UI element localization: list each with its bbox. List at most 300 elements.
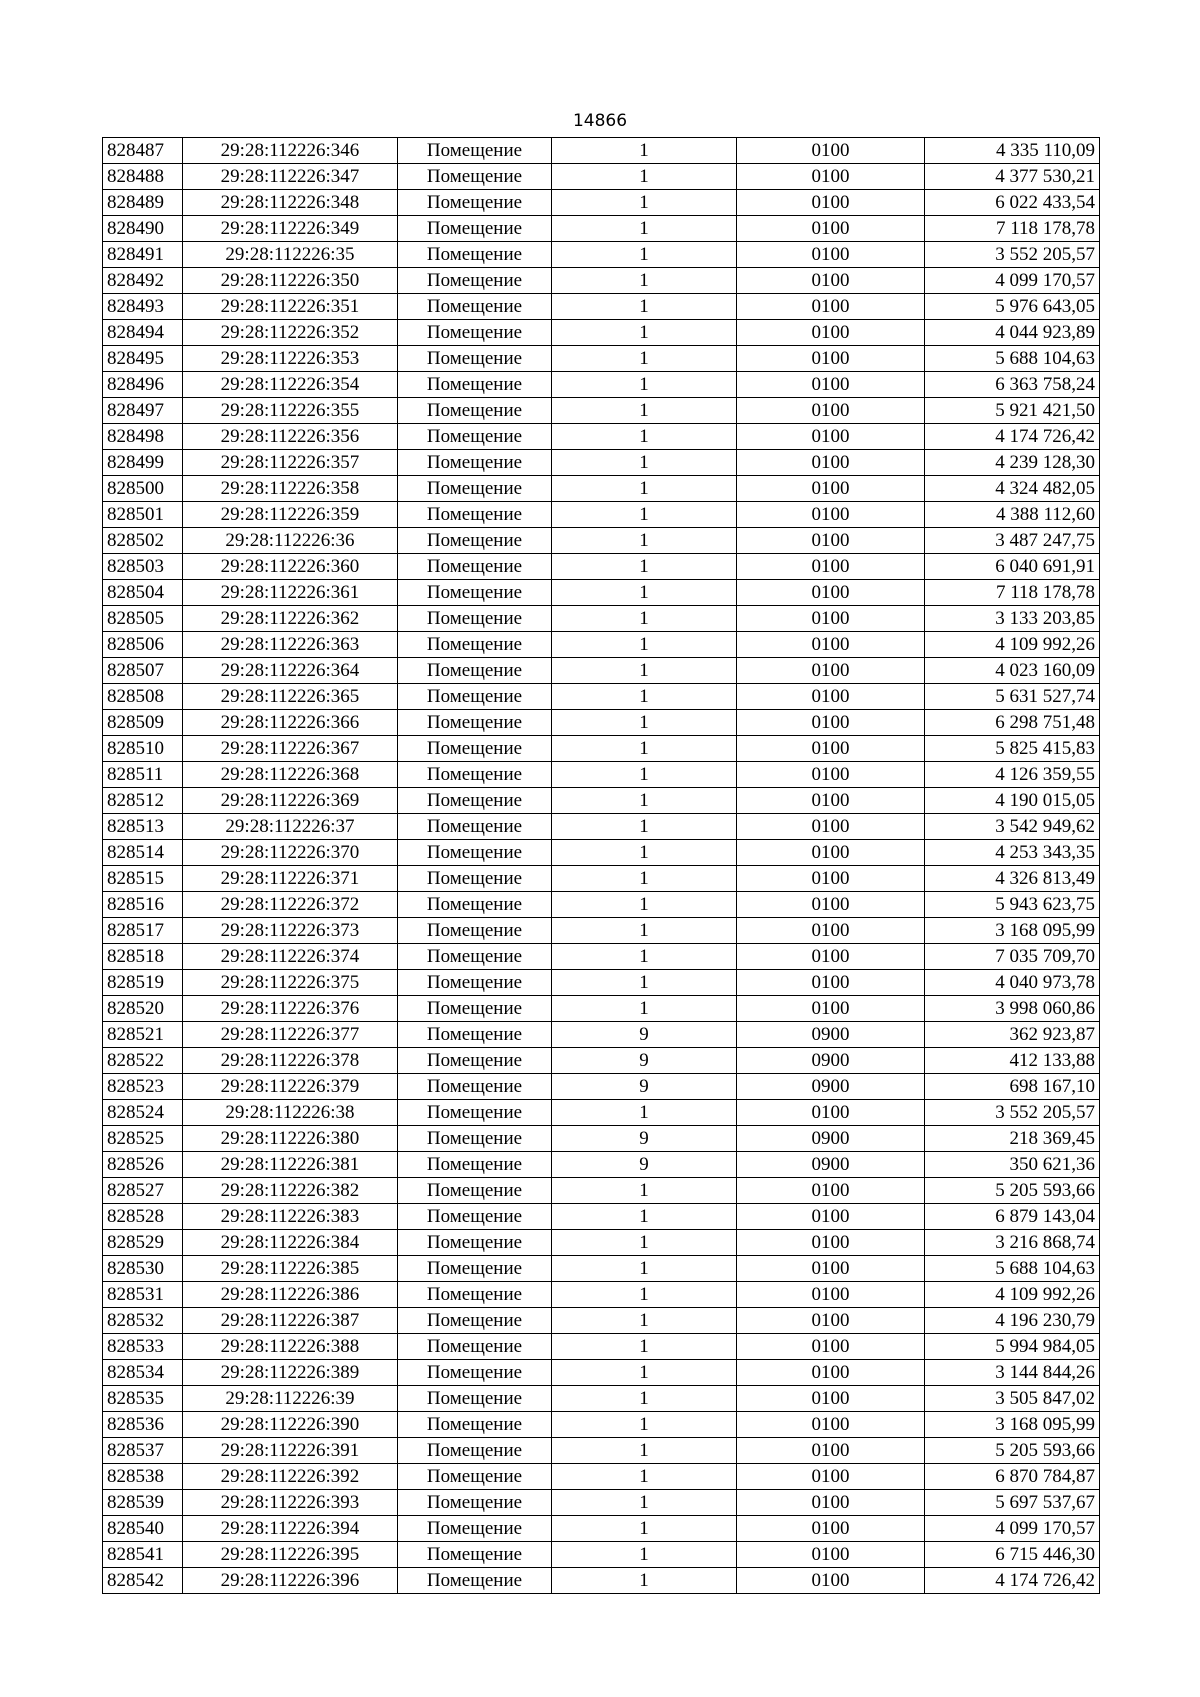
row-number-cell: 828519 <box>103 970 183 996</box>
code-cell: 1 <box>552 138 737 164</box>
code-cell: 9 <box>552 1022 737 1048</box>
cadastral-number-cell: 29:28:112226:363 <box>183 632 398 658</box>
code-cell: 1 <box>552 346 737 372</box>
class-code-cell: 0100 <box>737 502 925 528</box>
object-type-cell: Помещение <box>398 684 552 710</box>
table-row <box>103 1230 1100 1256</box>
cadastral-number-cell: 29:28:112226:375 <box>183 970 398 996</box>
code-cell: 1 <box>552 1100 737 1126</box>
row-number-cell: 828512 <box>103 788 183 814</box>
cadastral-number-cell: 29:28:112226:374 <box>183 944 398 970</box>
cadastral-number-cell: 29:28:112226:364 <box>183 658 398 684</box>
table-row <box>103 762 1100 788</box>
cadastral-value-cell: 4 044 923,89 <box>925 320 1100 346</box>
row-number-cell: 828531 <box>103 1282 183 1308</box>
cadastral-value-cell: 3 216 868,74 <box>925 1230 1100 1256</box>
object-type-cell: Помещение <box>398 918 552 944</box>
object-type-cell: Помещение <box>398 1334 552 1360</box>
object-type-cell: Помещение <box>398 788 552 814</box>
code-cell: 1 <box>552 840 737 866</box>
table-row <box>103 632 1100 658</box>
cadastral-number-cell: 29:28:112226:373 <box>183 918 398 944</box>
cadastral-value-cell: 4 099 170,57 <box>925 268 1100 294</box>
code-cell: 1 <box>552 658 737 684</box>
row-number-cell: 828530 <box>103 1256 183 1282</box>
registry-table-body <box>103 138 1100 1594</box>
code-cell: 1 <box>552 1412 737 1438</box>
row-number-cell: 828487 <box>103 138 183 164</box>
code-cell: 1 <box>552 1542 737 1568</box>
cadastral-number-cell: 29:28:112226:378 <box>183 1048 398 1074</box>
class-code-cell: 0100 <box>737 528 925 554</box>
code-cell: 9 <box>552 1152 737 1178</box>
class-code-cell: 0100 <box>737 1360 925 1386</box>
object-type-cell: Помещение <box>398 1204 552 1230</box>
code-cell: 9 <box>552 1048 737 1074</box>
cadastral-value-cell: 7 118 178,78 <box>925 580 1100 606</box>
object-type-cell: Помещение <box>398 320 552 346</box>
row-number-cell: 828517 <box>103 918 183 944</box>
object-type-cell: Помещение <box>398 710 552 736</box>
class-code-cell: 0100 <box>737 1178 925 1204</box>
table-row <box>103 528 1100 554</box>
cadastral-value-cell: 5 205 593,66 <box>925 1178 1100 1204</box>
class-code-cell: 0100 <box>737 1516 925 1542</box>
cadastral-value-cell: 4 126 359,55 <box>925 762 1100 788</box>
class-code-cell: 0100 <box>737 1438 925 1464</box>
row-number-cell: 828529 <box>103 1230 183 1256</box>
object-type-cell: Помещение <box>398 736 552 762</box>
object-type-cell: Помещение <box>398 190 552 216</box>
row-number-cell: 828526 <box>103 1152 183 1178</box>
row-number-cell: 828505 <box>103 606 183 632</box>
object-type-cell: Помещение <box>398 944 552 970</box>
class-code-cell: 0100 <box>737 762 925 788</box>
cadastral-value-cell: 4 023 160,09 <box>925 658 1100 684</box>
cadastral-value-cell: 4 239 128,30 <box>925 450 1100 476</box>
row-number-cell: 828495 <box>103 346 183 372</box>
code-cell: 1 <box>552 320 737 346</box>
class-code-cell: 0100 <box>737 476 925 502</box>
class-code-cell: 0100 <box>737 372 925 398</box>
row-number-cell: 828501 <box>103 502 183 528</box>
row-number-cell: 828514 <box>103 840 183 866</box>
row-number-cell: 828525 <box>103 1126 183 1152</box>
cadastral-number-cell: 29:28:112226:355 <box>183 398 398 424</box>
class-code-cell: 0100 <box>737 1542 925 1568</box>
class-code-cell: 0100 <box>737 710 925 736</box>
table-row <box>103 606 1100 632</box>
class-code-cell: 0100 <box>737 632 925 658</box>
table-row <box>103 450 1100 476</box>
table-row <box>103 1256 1100 1282</box>
row-number-cell: 828535 <box>103 1386 183 1412</box>
code-cell: 1 <box>552 788 737 814</box>
class-code-cell: 0100 <box>737 840 925 866</box>
table-row <box>103 970 1100 996</box>
object-type-cell: Помещение <box>398 1464 552 1490</box>
class-code-cell: 0100 <box>737 268 925 294</box>
row-number-cell: 828534 <box>103 1360 183 1386</box>
cadastral-number-cell: 29:28:112226:361 <box>183 580 398 606</box>
cadastral-value-cell: 350 621,36 <box>925 1152 1100 1178</box>
row-number-cell: 828507 <box>103 658 183 684</box>
cadastral-number-cell: 29:28:112226:35 <box>183 242 398 268</box>
cadastral-number-cell: 29:28:112226:371 <box>183 866 398 892</box>
cadastral-value-cell: 4 324 482,05 <box>925 476 1100 502</box>
class-code-cell: 0100 <box>737 1386 925 1412</box>
row-number-cell: 828537 <box>103 1438 183 1464</box>
cadastral-value-cell: 4 196 230,79 <box>925 1308 1100 1334</box>
cadastral-number-cell: 29:28:112226:348 <box>183 190 398 216</box>
cadastral-value-cell: 5 943 623,75 <box>925 892 1100 918</box>
table-row <box>103 242 1100 268</box>
object-type-cell: Помещение <box>398 892 552 918</box>
table-row <box>103 424 1100 450</box>
cadastral-value-cell: 5 825 415,83 <box>925 736 1100 762</box>
cadastral-value-cell: 6 715 446,30 <box>925 1542 1100 1568</box>
row-number-cell: 828541 <box>103 1542 183 1568</box>
class-code-cell: 0100 <box>737 918 925 944</box>
object-type-cell: Помещение <box>398 138 552 164</box>
row-number-cell: 828510 <box>103 736 183 762</box>
cadastral-value-cell: 362 923,87 <box>925 1022 1100 1048</box>
table-row <box>103 892 1100 918</box>
row-number-cell: 828488 <box>103 164 183 190</box>
cadastral-value-cell: 7 118 178,78 <box>925 216 1100 242</box>
table-row <box>103 1282 1100 1308</box>
cadastral-value-cell: 5 688 104,63 <box>925 346 1100 372</box>
code-cell: 1 <box>552 164 737 190</box>
object-type-cell: Помещение <box>398 970 552 996</box>
object-type-cell: Помещение <box>398 606 552 632</box>
cadastral-value-cell: 4 253 343,35 <box>925 840 1100 866</box>
cadastral-number-cell: 29:28:112226:349 <box>183 216 398 242</box>
class-code-cell: 0100 <box>737 736 925 762</box>
table-row <box>103 320 1100 346</box>
table-row <box>103 918 1100 944</box>
cadastral-value-cell: 6 022 433,54 <box>925 190 1100 216</box>
object-type-cell: Помещение <box>398 1542 552 1568</box>
row-number-cell: 828493 <box>103 294 183 320</box>
object-type-cell: Помещение <box>398 1516 552 1542</box>
cadastral-value-cell: 3 133 203,85 <box>925 606 1100 632</box>
cadastral-number-cell: 29:28:112226:391 <box>183 1438 398 1464</box>
cadastral-number-cell: 29:28:112226:376 <box>183 996 398 1022</box>
object-type-cell: Помещение <box>398 840 552 866</box>
code-cell: 1 <box>552 1308 737 1334</box>
code-cell: 1 <box>552 684 737 710</box>
row-number-cell: 828521 <box>103 1022 183 1048</box>
code-cell: 9 <box>552 1126 737 1152</box>
object-type-cell: Помещение <box>398 1152 552 1178</box>
cadastral-number-cell: 29:28:112226:380 <box>183 1126 398 1152</box>
cadastral-number-cell: 29:28:112226:388 <box>183 1334 398 1360</box>
cadastral-number-cell: 29:28:112226:360 <box>183 554 398 580</box>
code-cell: 1 <box>552 866 737 892</box>
code-cell: 1 <box>552 1386 737 1412</box>
class-code-cell: 0100 <box>737 320 925 346</box>
row-number-cell: 828490 <box>103 216 183 242</box>
table-row <box>103 1126 1100 1152</box>
cadastral-number-cell: 29:28:112226:352 <box>183 320 398 346</box>
page-number: 14866 <box>572 111 628 131</box>
cadastral-number-cell: 29:28:112226:386 <box>183 1282 398 1308</box>
class-code-cell: 0100 <box>737 1334 925 1360</box>
table-row <box>103 840 1100 866</box>
class-code-cell: 0100 <box>737 658 925 684</box>
cadastral-number-cell: 29:28:112226:39 <box>183 1386 398 1412</box>
cadastral-value-cell: 6 879 143,04 <box>925 1204 1100 1230</box>
table-row <box>103 1542 1100 1568</box>
code-cell: 1 <box>552 632 737 658</box>
class-code-cell: 0900 <box>737 1126 925 1152</box>
cadastral-number-cell: 29:28:112226:359 <box>183 502 398 528</box>
table-row <box>103 684 1100 710</box>
table-row <box>103 736 1100 762</box>
class-code-cell: 0900 <box>737 1074 925 1100</box>
cadastral-value-cell: 3 998 060,86 <box>925 996 1100 1022</box>
class-code-cell: 0100 <box>737 788 925 814</box>
class-code-cell: 0100 <box>737 580 925 606</box>
cadastral-number-cell: 29:28:112226:393 <box>183 1490 398 1516</box>
code-cell: 1 <box>552 554 737 580</box>
cadastral-value-cell: 4 377 530,21 <box>925 164 1100 190</box>
code-cell: 1 <box>552 736 737 762</box>
cadastral-number-cell: 29:28:112226:350 <box>183 268 398 294</box>
code-cell: 1 <box>552 1334 737 1360</box>
object-type-cell: Помещение <box>398 554 552 580</box>
cadastral-value-cell: 6 870 784,87 <box>925 1464 1100 1490</box>
class-code-cell: 0100 <box>737 398 925 424</box>
class-code-cell: 0100 <box>737 814 925 840</box>
class-code-cell: 0900 <box>737 1022 925 1048</box>
row-number-cell: 828503 <box>103 554 183 580</box>
cadastral-number-cell: 29:28:112226:368 <box>183 762 398 788</box>
cadastral-value-cell: 4 174 726,42 <box>925 424 1100 450</box>
table-row <box>103 294 1100 320</box>
registry-table <box>102 137 1100 1594</box>
cadastral-number-cell: 29:28:112226:38 <box>183 1100 398 1126</box>
cadastral-number-cell: 29:28:112226:353 <box>183 346 398 372</box>
cadastral-number-cell: 29:28:112226:365 <box>183 684 398 710</box>
row-number-cell: 828523 <box>103 1074 183 1100</box>
row-number-cell: 828527 <box>103 1178 183 1204</box>
class-code-cell: 0100 <box>737 346 925 372</box>
cadastral-number-cell: 29:28:112226:358 <box>183 476 398 502</box>
object-type-cell: Помещение <box>398 268 552 294</box>
row-number-cell: 828513 <box>103 814 183 840</box>
object-type-cell: Помещение <box>398 502 552 528</box>
object-type-cell: Помещение <box>398 1360 552 1386</box>
row-number-cell: 828518 <box>103 944 183 970</box>
row-number-cell: 828496 <box>103 372 183 398</box>
object-type-cell: Помещение <box>398 1100 552 1126</box>
cadastral-value-cell: 4 174 726,42 <box>925 1568 1100 1594</box>
code-cell: 1 <box>552 892 737 918</box>
class-code-cell: 0100 <box>737 1490 925 1516</box>
row-number-cell: 828540 <box>103 1516 183 1542</box>
object-type-cell: Помещение <box>398 996 552 1022</box>
table-row <box>103 502 1100 528</box>
code-cell: 1 <box>552 476 737 502</box>
object-type-cell: Помещение <box>398 1178 552 1204</box>
code-cell: 1 <box>552 1490 737 1516</box>
row-number-cell: 828538 <box>103 1464 183 1490</box>
object-type-cell: Помещение <box>398 658 552 684</box>
table-row <box>103 216 1100 242</box>
code-cell: 1 <box>552 1360 737 1386</box>
row-number-cell: 828542 <box>103 1568 183 1594</box>
table-row <box>103 1386 1100 1412</box>
class-code-cell: 0100 <box>737 606 925 632</box>
class-code-cell: 0100 <box>737 190 925 216</box>
class-code-cell: 0100 <box>737 424 925 450</box>
code-cell: 1 <box>552 710 737 736</box>
code-cell: 1 <box>552 1178 737 1204</box>
object-type-cell: Помещение <box>398 1126 552 1152</box>
object-type-cell: Помещение <box>398 762 552 788</box>
table-row <box>103 710 1100 736</box>
cadastral-value-cell: 4 109 992,26 <box>925 1282 1100 1308</box>
class-code-cell: 0100 <box>737 1100 925 1126</box>
table-row <box>103 476 1100 502</box>
cadastral-number-cell: 29:28:112226:351 <box>183 294 398 320</box>
code-cell: 1 <box>552 294 737 320</box>
cadastral-value-cell: 4 099 170,57 <box>925 1516 1100 1542</box>
code-cell: 1 <box>552 1256 737 1282</box>
cadastral-number-cell: 29:28:112226:381 <box>183 1152 398 1178</box>
cadastral-value-cell: 3 505 847,02 <box>925 1386 1100 1412</box>
class-code-cell: 0100 <box>737 944 925 970</box>
table-row <box>103 138 1100 164</box>
row-number-cell: 828515 <box>103 866 183 892</box>
cadastral-number-cell: 29:28:112226:392 <box>183 1464 398 1490</box>
cadastral-value-cell: 5 976 643,05 <box>925 294 1100 320</box>
row-number-cell: 828533 <box>103 1334 183 1360</box>
code-cell: 1 <box>552 606 737 632</box>
table-row <box>103 190 1100 216</box>
cadastral-value-cell: 4 109 992,26 <box>925 632 1100 658</box>
row-number-cell: 828492 <box>103 268 183 294</box>
object-type-cell: Помещение <box>398 1412 552 1438</box>
table-row <box>103 1464 1100 1490</box>
code-cell: 1 <box>552 424 737 450</box>
row-number-cell: 828511 <box>103 762 183 788</box>
object-type-cell: Помещение <box>398 580 552 606</box>
table-row <box>103 1308 1100 1334</box>
cadastral-number-cell: 29:28:112226:357 <box>183 450 398 476</box>
code-cell: 9 <box>552 1074 737 1100</box>
row-number-cell: 828516 <box>103 892 183 918</box>
object-type-cell: Помещение <box>398 866 552 892</box>
table-row <box>103 268 1100 294</box>
object-type-cell: Помещение <box>398 216 552 242</box>
table-row <box>103 398 1100 424</box>
code-cell: 1 <box>552 1464 737 1490</box>
class-code-cell: 0900 <box>737 1152 925 1178</box>
class-code-cell: 0100 <box>737 164 925 190</box>
code-cell: 1 <box>552 1516 737 1542</box>
class-code-cell: 0100 <box>737 970 925 996</box>
cadastral-value-cell: 5 631 527,74 <box>925 684 1100 710</box>
row-number-cell: 828536 <box>103 1412 183 1438</box>
object-type-cell: Помещение <box>398 632 552 658</box>
object-type-cell: Помещение <box>398 164 552 190</box>
object-type-cell: Помещение <box>398 1282 552 1308</box>
table-row <box>103 372 1100 398</box>
cadastral-value-cell: 3 487 247,75 <box>925 528 1100 554</box>
class-code-cell: 0100 <box>737 242 925 268</box>
object-type-cell: Помещение <box>398 814 552 840</box>
cadastral-value-cell: 698 167,10 <box>925 1074 1100 1100</box>
code-cell: 1 <box>552 944 737 970</box>
class-code-cell: 0100 <box>737 892 925 918</box>
table-row <box>103 1438 1100 1464</box>
cadastral-value-cell: 4 335 110,09 <box>925 138 1100 164</box>
class-code-cell: 0100 <box>737 450 925 476</box>
cadastral-value-cell: 3 144 844,26 <box>925 1360 1100 1386</box>
cadastral-value-cell: 3 168 095,99 <box>925 918 1100 944</box>
code-cell: 1 <box>552 216 737 242</box>
row-number-cell: 828494 <box>103 320 183 346</box>
table-row <box>103 788 1100 814</box>
class-code-cell: 0100 <box>737 1464 925 1490</box>
table-row <box>103 346 1100 372</box>
code-cell: 1 <box>552 372 737 398</box>
cadastral-number-cell: 29:28:112226:382 <box>183 1178 398 1204</box>
code-cell: 1 <box>552 242 737 268</box>
object-type-cell: Помещение <box>398 398 552 424</box>
object-type-cell: Помещение <box>398 1568 552 1594</box>
class-code-cell: 0900 <box>737 1048 925 1074</box>
class-code-cell: 0100 <box>737 294 925 320</box>
cadastral-number-cell: 29:28:112226:370 <box>183 840 398 866</box>
cadastral-number-cell: 29:28:112226:387 <box>183 1308 398 1334</box>
code-cell: 1 <box>552 918 737 944</box>
cadastral-number-cell: 29:28:112226:36 <box>183 528 398 554</box>
cadastral-value-cell: 4 040 973,78 <box>925 970 1100 996</box>
cadastral-value-cell: 3 552 205,57 <box>925 1100 1100 1126</box>
code-cell: 1 <box>552 814 737 840</box>
object-type-cell: Помещение <box>398 1438 552 1464</box>
cadastral-number-cell: 29:28:112226:37 <box>183 814 398 840</box>
row-number-cell: 828500 <box>103 476 183 502</box>
row-number-cell: 828498 <box>103 424 183 450</box>
class-code-cell: 0100 <box>737 554 925 580</box>
table-row <box>103 164 1100 190</box>
object-type-cell: Помещение <box>398 1386 552 1412</box>
object-type-cell: Помещение <box>398 1490 552 1516</box>
object-type-cell: Помещение <box>398 1022 552 1048</box>
cadastral-number-cell: 29:28:112226:396 <box>183 1568 398 1594</box>
cadastral-value-cell: 4 190 015,05 <box>925 788 1100 814</box>
object-type-cell: Помещение <box>398 1074 552 1100</box>
object-type-cell: Помещение <box>398 424 552 450</box>
table-row <box>103 1360 1100 1386</box>
cadastral-number-cell: 29:28:112226:372 <box>183 892 398 918</box>
row-number-cell: 828491 <box>103 242 183 268</box>
object-type-cell: Помещение <box>398 1256 552 1282</box>
table-row <box>103 580 1100 606</box>
table-row <box>103 814 1100 840</box>
class-code-cell: 0100 <box>737 138 925 164</box>
cadastral-number-cell: 29:28:112226:354 <box>183 372 398 398</box>
table-row <box>103 1568 1100 1594</box>
row-number-cell: 828506 <box>103 632 183 658</box>
cadastral-value-cell: 5 205 593,66 <box>925 1438 1100 1464</box>
table-row <box>103 1074 1100 1100</box>
